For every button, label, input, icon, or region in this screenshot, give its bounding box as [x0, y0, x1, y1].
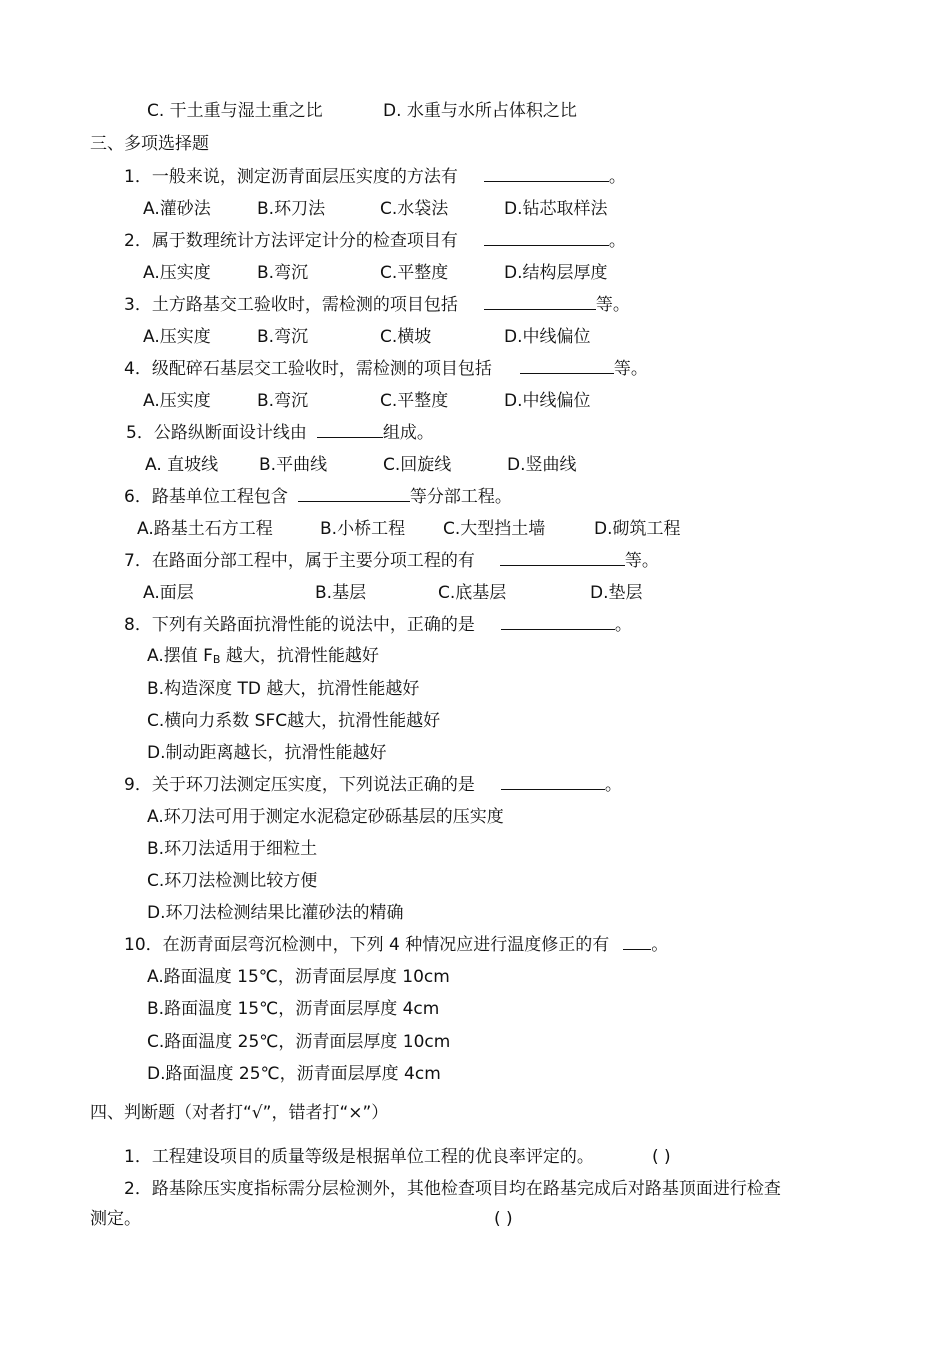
option-c: C. 干土重与湿土重之比 — [147, 101, 323, 121]
option-b: B.路面温度 15℃，沥青面层厚度 4cm — [147, 999, 440, 1019]
answer-parentheses[interactable]: ( ) — [494, 1209, 513, 1229]
option-d: D.钻芯取样法 — [504, 199, 608, 219]
option-d: D.砌筑工程 — [594, 519, 681, 539]
option-c: C.大型挡土墙 — [443, 519, 546, 539]
answer-blank[interactable] — [484, 295, 596, 310]
answer-parentheses[interactable]: ( ) — [652, 1147, 671, 1167]
option-d: D.中线偏位 — [504, 391, 591, 411]
option-d: D.中线偏位 — [504, 327, 591, 347]
option-a: A.压实度 — [143, 263, 211, 283]
answer-blank[interactable] — [484, 231, 609, 246]
option-a: A. 直坡线 — [145, 455, 219, 475]
option-b: B.平曲线 — [259, 455, 328, 475]
option-d: D.制动距离越长，抗滑性能越好 — [147, 743, 387, 763]
option-b: B.环刀法适用于细粒土 — [147, 839, 318, 859]
option-c: C.横坡 — [380, 327, 432, 347]
section-title: 三、多项选择题 — [90, 134, 209, 154]
answer-blank[interactable] — [501, 615, 615, 630]
question-7: 7．在路面分部工程中，属于主要分项工程的有 等。 — [124, 551, 659, 571]
option-a: A.压实度 — [143, 327, 211, 347]
question-8: 8．下列有关路面抗滑性能的说法中，正确的是 。 — [124, 615, 632, 635]
option-c: C.路面温度 25℃，沥青面层厚度 10cm — [147, 1032, 451, 1052]
option-d: D.垫层 — [590, 583, 643, 603]
question-4: 4．级配碎石基层交工验收时，需检测的项目包括 等。 — [124, 359, 648, 379]
question-6: 6．路基单位工程包含 等分部工程。 — [124, 487, 512, 507]
option-b: B.构造深度 TD 越大，抗滑性能越好 — [147, 679, 420, 699]
option-a: A.路面温度 15℃，沥青面层厚度 10cm — [147, 967, 450, 987]
option-c: C.水袋法 — [380, 199, 449, 219]
question-1: 1．一般来说，测定沥青面层压实度的方法有 。 — [124, 167, 626, 187]
question-3: 3．土方路基交工验收时，需检测的项目包括 等。 — [124, 295, 630, 315]
option-c: C.平整度 — [380, 391, 449, 411]
answer-blank[interactable] — [298, 487, 410, 502]
option-a: A.面层 — [143, 583, 194, 603]
option-b: B.环刀法 — [257, 199, 326, 219]
option-a: A.摆值 $F_B$ 越大，抗滑性能越好 — [147, 646, 379, 666]
option-b: B.弯沉 — [257, 327, 309, 347]
question-5: 5．公路纵断面设计线由 组成。 — [126, 423, 434, 443]
answer-blank[interactable] — [500, 551, 625, 566]
option-a: A.灌砂法 — [143, 199, 211, 219]
option-a: A.压实度 — [143, 391, 211, 411]
option-a: A.路基土石方工程 — [137, 519, 273, 539]
option-b: B.弯沉 — [257, 391, 309, 411]
answer-blank[interactable] — [317, 423, 383, 438]
answer-blank[interactable] — [484, 167, 609, 182]
option-c: C.横向力系数 SFC越大，抗滑性能越好 — [147, 711, 441, 731]
question-9: 9．关于环刀法测定压实度，下列说法正确的是 。 — [124, 775, 622, 795]
answer-blank[interactable] — [501, 775, 605, 790]
option-b: B.弯沉 — [257, 263, 309, 283]
question-10: 10．在沥青面层弯沉检测中，下列 4 种情况应进行温度修正的有 。 — [124, 935, 669, 955]
option-d: D.竖曲线 — [507, 455, 577, 475]
option-a: A.环刀法可用于测定水泥稳定砂砾基层的压实度 — [147, 807, 504, 827]
option-d: D.路面温度 25℃，沥青面层厚度 4cm — [147, 1064, 441, 1084]
answer-blank[interactable] — [623, 935, 651, 950]
option-d: D.结构层厚度 — [504, 263, 608, 283]
option-c: C.回旋线 — [383, 455, 452, 475]
judgement-2-continued: 测定。 — [90, 1209, 141, 1229]
option-d: D. 水重与水所占体积之比 — [383, 101, 577, 121]
option-b: B.基层 — [315, 583, 367, 603]
option-c: C.环刀法检测比较方便 — [147, 871, 318, 891]
section-title: 四、判断题（对者打“√”，错者打“×”） — [90, 1103, 389, 1123]
option-c: C.底基层 — [438, 583, 507, 603]
answer-blank[interactable] — [520, 359, 614, 374]
option-b: B.小桥工程 — [320, 519, 406, 539]
option-d: D.环刀法检测结果比灌砂法的精确 — [147, 903, 404, 923]
judgement-1: 1．工程建设项目的质量等级是根据单位工程的优良率评定的。 — [124, 1147, 594, 1167]
option-c: C.平整度 — [380, 263, 449, 283]
question-2: 2．属于数理统计方法评定计分的检查项目有 。 — [124, 231, 626, 251]
judgement-2: 2．路基除压实度指标需分层检测外，其他检查项目均在路基完成后对路基顶面进行检查 — [124, 1179, 781, 1199]
